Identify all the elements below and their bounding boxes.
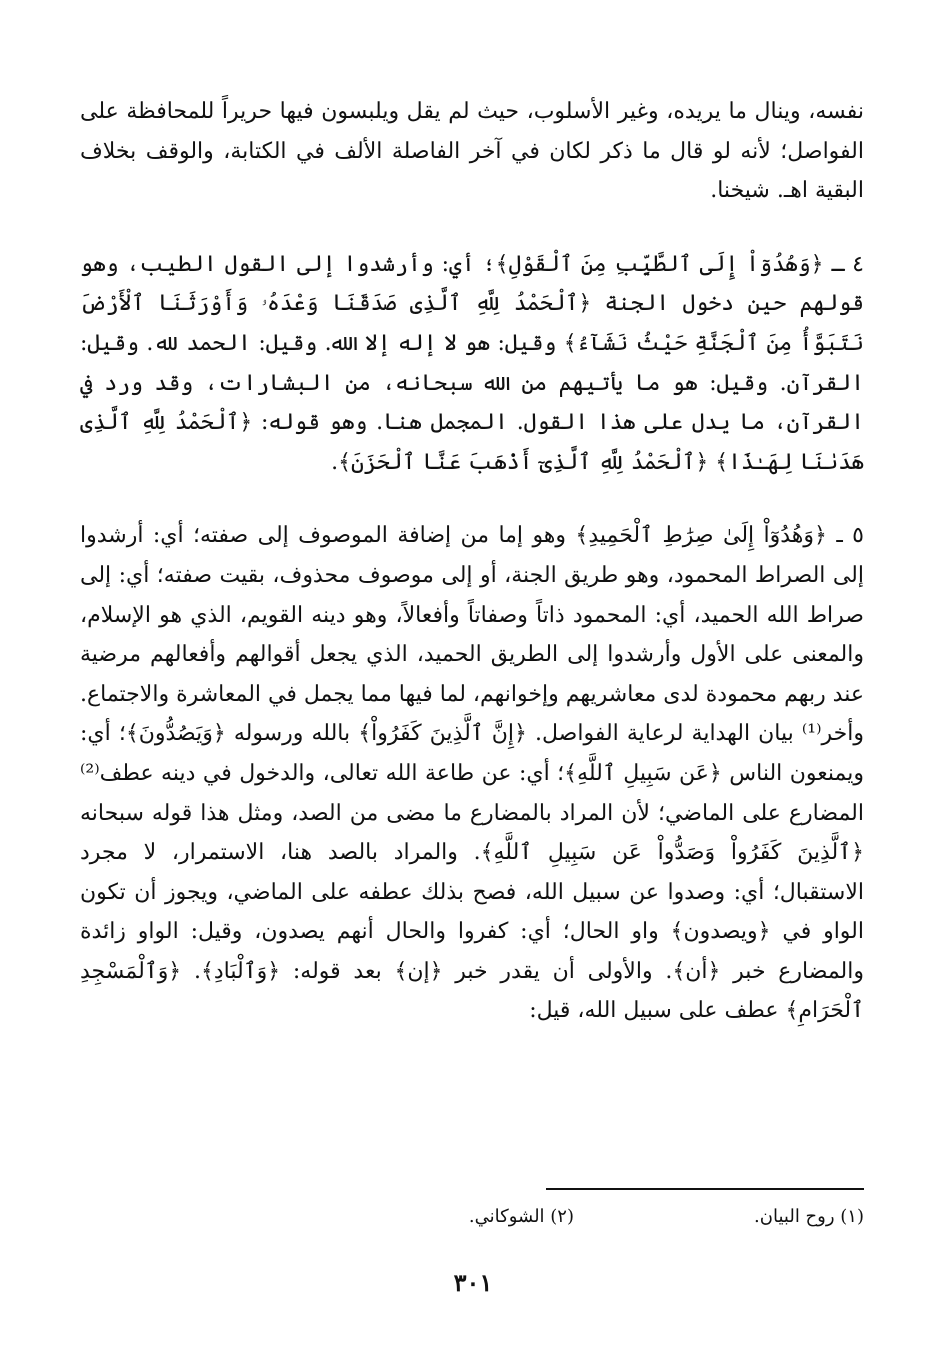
- page-number: ٣٠١: [453, 1268, 493, 1297]
- footnote-row: [80, 1202, 864, 1232]
- footnote-2: (٢) الشوكاني.: [468, 1206, 574, 1227]
- footnote-rule: [546, 1188, 864, 1190]
- paragraph-continuation: نفسه، وينال ما يريده، وغير الأسلوب، حيث لم يقل ويلبسون فيها حريراً للمحافظة على الفواصل؛ لأنه لو قال ما ذكر لكان في آخر الفاصلة الألف في الكتابة، والوقف بخلاف البقية اهـ. شيخنا.: [80, 99, 864, 204]
- paragraph-verse-5: ٥ ـ ﴿وَهُدُوٓاْ إِلَىٰ صِرَٰطِ ٱلْحَمِيدِ﴾ وهو إما من إضافة الموصوف إلى صفته؛ أي: أرشدوا إلى الصراط المحمود، وهو طريق الجنة، أو إلى موصوف محذوف، بقيت صفته؛ أي: إلى صراط الله الحميد، أي: المحمود ذاتاً وصفاتاً وأفعالاً، وهو دينه القويم، الذي هو الإسلام، والمعنى على الأول وأرشدوا إلى الطريق الحميد، الذي يجعل أقوالهم وأفعالهم مرضية عند ربهم محمودة لدى معاشريهم وإخوانهم، لما فيها مما يجمل في المعاشرة والاجتماع. وأخر⁽¹⁾ بيان الهداية لرعاية الفواصل. ﴿إِنَّ ٱلَّذِينَ كَفَرُواْ﴾ بالله ورسوله ﴿وَيَصُدُّونَ﴾؛ أي: ويمنعون الناس ﴿عَن سَبِيلِ ٱللَّهِ﴾؛ أي: عن طاعة الله تعالى، والدخول في دينه عطف⁽²⁾ المضارع على الماضي؛ لأن المراد بالمضارع ما مضى من الصد، ومثل هذا قوله سبحانه ﴿ٱلَّذِينَ كَفَرُواْ وَصَدُّواْ عَن سَبِيلِ ٱللَّهِ﴾. والمراد بالصد هنا، الاستمرار، لا مجرد الاستقبال؛ أي: وصدوا عن سبيل الله، فصح بذلك عطفه على الماضي، ويجوز أن تكون الواو في ﴿ويصدون﴾ واو الحال؛ أي: كفروا والحال أنهم يصدون، وقيل: الواو زائدة والمضارع خبر ﴿أن﴾. والأولى أن يقدر خبر ﴿إن﴾ بعد قوله: ﴿وَٱلْبَادِ﴾. ﴿وَٱلْمَسْجِدِ ٱلْحَرَامِ﴾ عطف على سبيل الله، قيل:: [80, 523, 864, 1024]
- body-text: [80, 92, 864, 1031]
- paragraph-verse-4: ٤ ـ ﴿وَهُدُوٓاْ إِلَى ٱلطَّيِّبِ مِنَ ٱلْقَوْلِ﴾؛ أي: وأرشدوا إلى القول الطيب، وهو قولهم حين دخول الجنة ﴿ٱلْحَمْدُ لِلَّهِ ٱلَّذِى صَدَقَنَا وَعْدَهُۥ وَأَوْرَثَنَا ٱلْأَرْضَ نَتَبَوَّأُ مِنَ ٱلْجَنَّةِ حَيْثُ نَشَآءُ﴾ وقيل: هو لا إله إلا الله. وقيل: الحمد لله. وقيل: القرآن. وقيل: هو ما يأتيهم من الله سبحانه، من البشارات، وقد ورد في القرآن، ما يدل على هذا القول. المجمل هنا. وهو قوله: ﴿ٱلْحَمْدُ لِلَّهِ ٱلَّذِى هَدَىٰنَا لِهَـٰذَا﴾ ﴿ٱلْحَمْدُ لِلَّهِ ٱلَّذِىٓ أَذْهَبَ عَنَّا ٱلْحَزَنَ﴾.: [80, 251, 864, 475]
- footnote-1: (١) روح البيان.: [754, 1206, 864, 1227]
- footnotes: [80, 1188, 864, 1232]
